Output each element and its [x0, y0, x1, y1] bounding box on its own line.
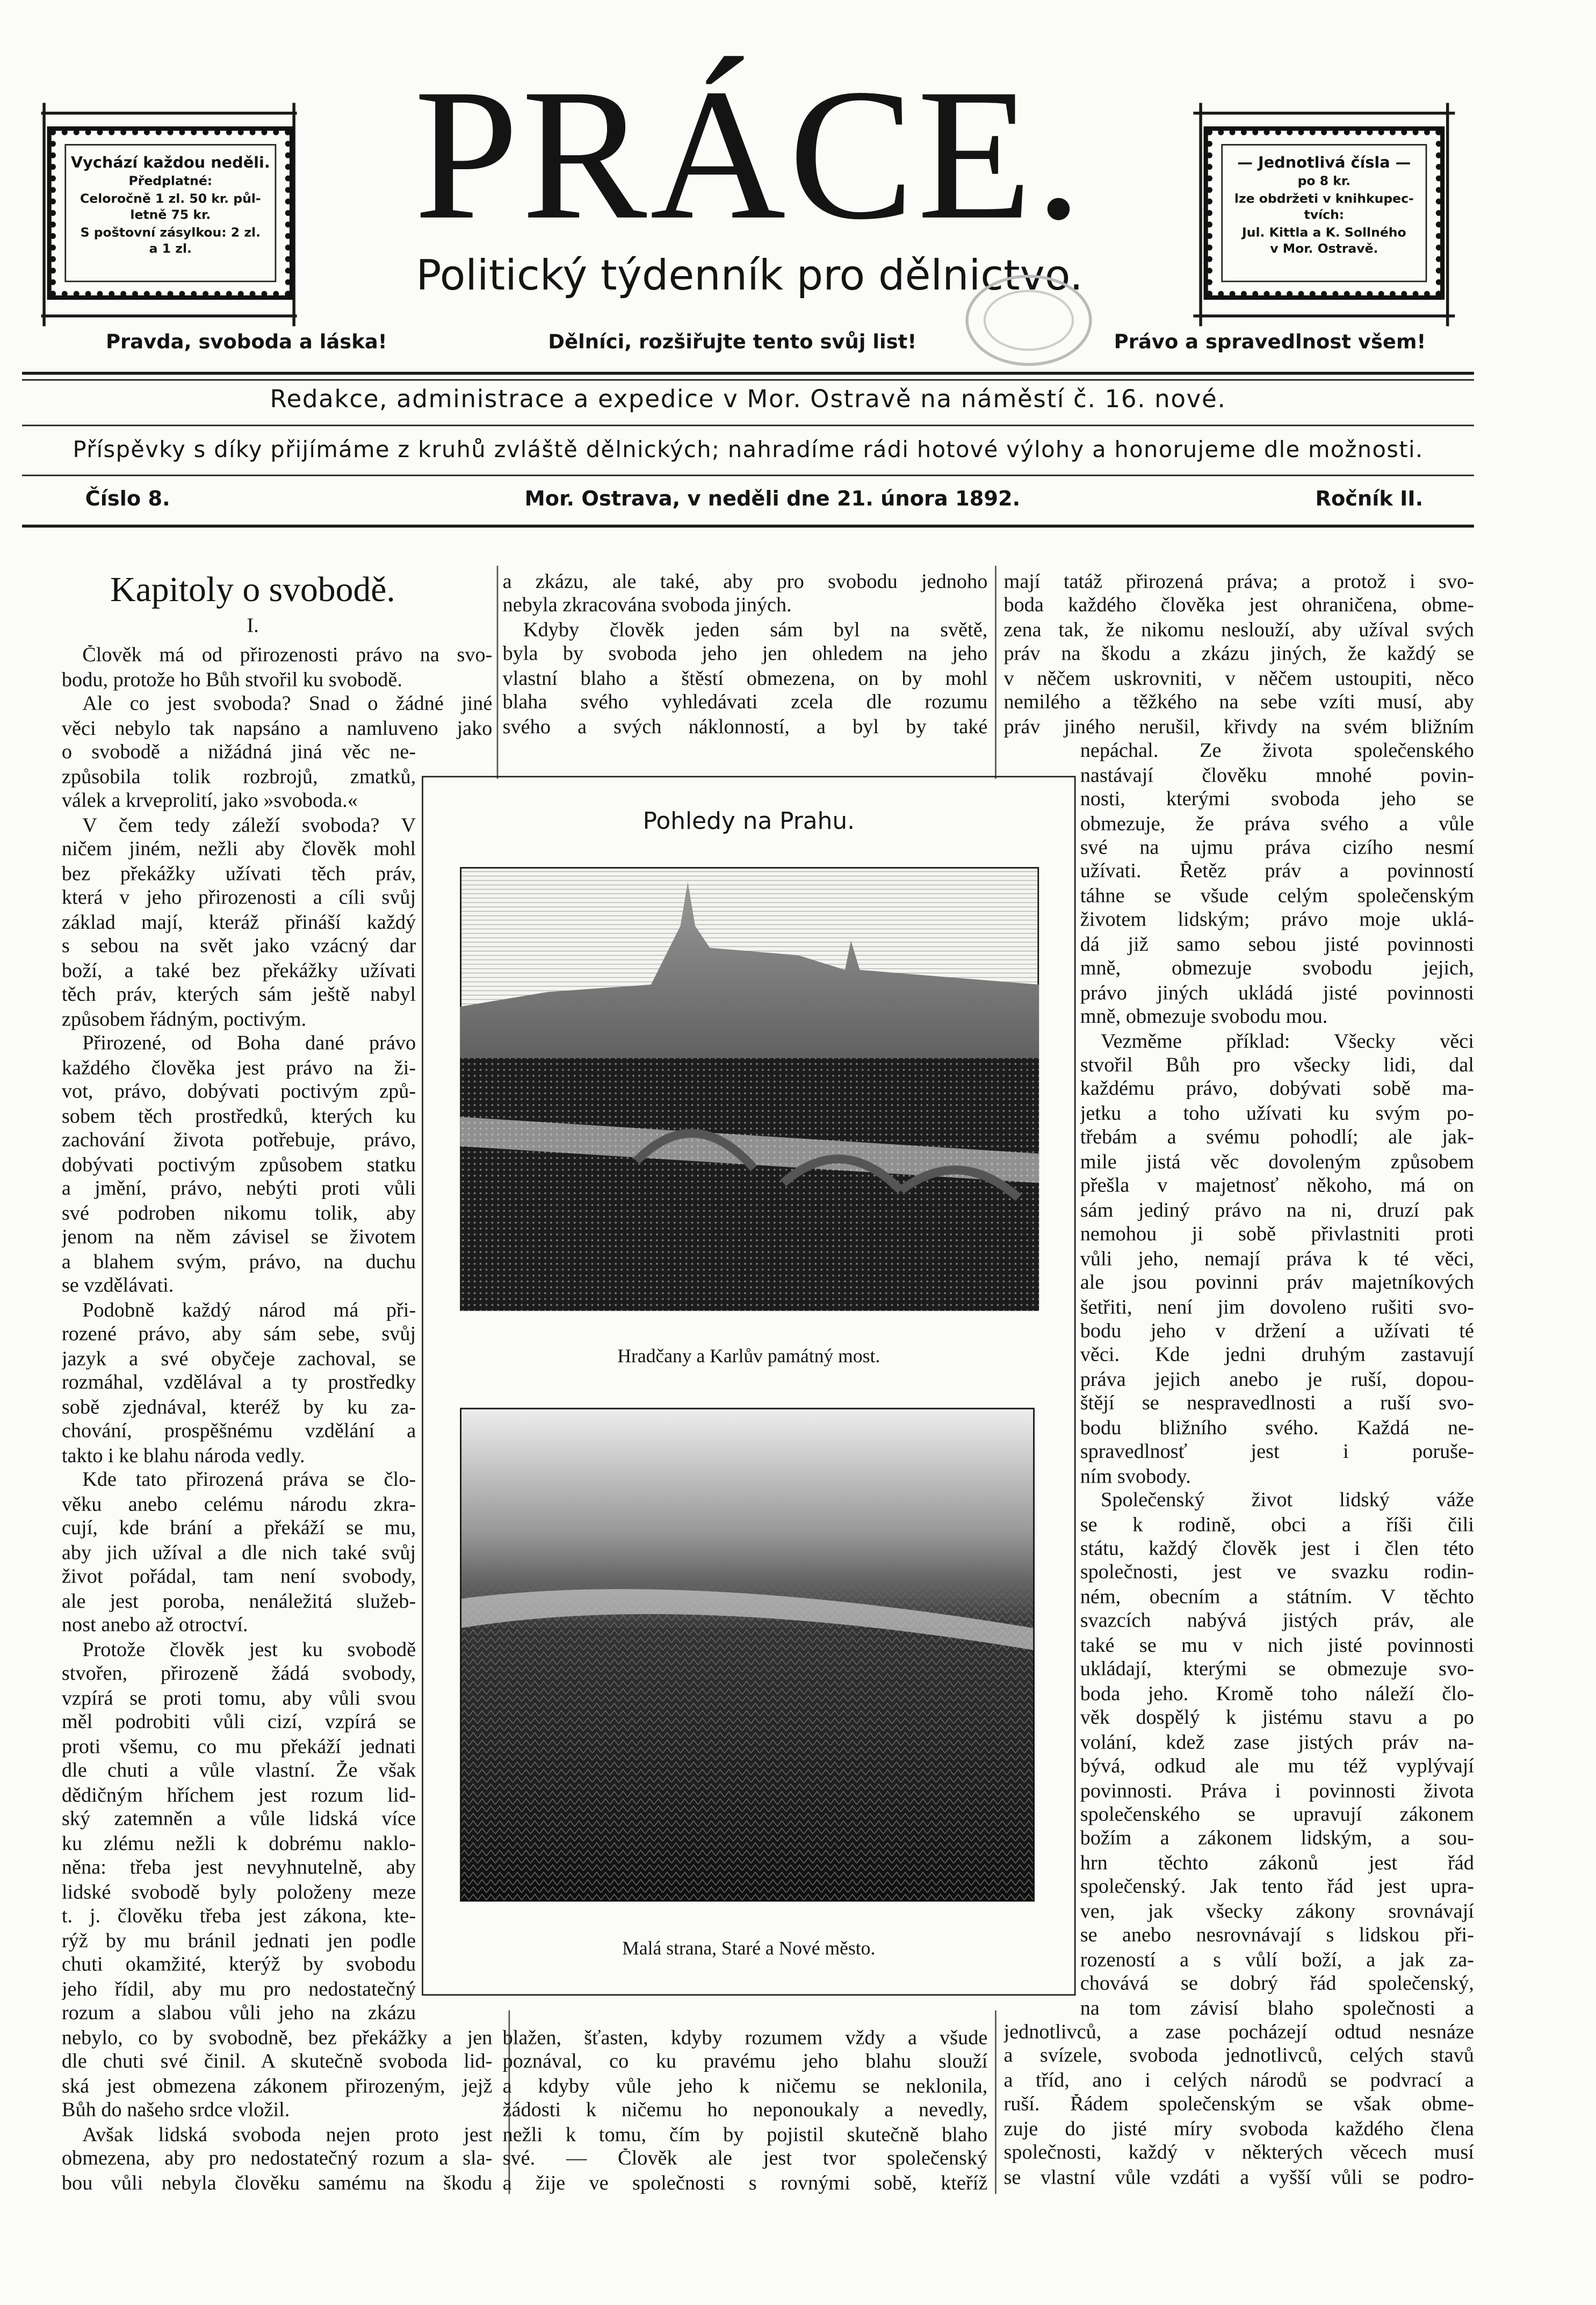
article-text-line: svého a svých náklonností, a byl by také — [502, 717, 988, 739]
image-hradcany-charles-bridge — [460, 867, 1039, 1311]
article-text-line: štějí se nespravedlnosti a ruší svo- — [1080, 1393, 1474, 1416]
divider — [41, 112, 297, 114]
divider — [22, 379, 1474, 381]
article-text-line: jazyk a své obyčeje zachoval, se — [61, 1348, 416, 1371]
divider — [1446, 103, 1448, 326]
article-text-line: přešla v majetnosť někoho, má on — [1080, 1176, 1474, 1198]
article-text-line: své na ujmu práva cizího nesmí — [1080, 837, 1474, 860]
subscription-box — [50, 129, 291, 297]
article-text-line: bou vůli nebyla člověku samému na škodu — [61, 2172, 493, 2195]
article-text-line: užívati. Řetěz práv a povinností — [1080, 862, 1474, 884]
box-text-line: a 1 zl. — [149, 242, 192, 257]
article-text-line: nepáchal. Ze života společenského — [1080, 741, 1474, 763]
article-text-line: poznával, co ku pravému jeho blahu slouží — [502, 2052, 988, 2075]
article-chapter: I. — [247, 616, 259, 638]
article-text-line: jetku a toho užívati ku svým po- — [1080, 1103, 1474, 1126]
article-text-line: se k rodině, obci a říši čili — [1080, 1514, 1474, 1537]
article-text-line: ale jsou povinni práv majetníkových — [1080, 1273, 1474, 1295]
article-text-line: ale jest poroba, nenáležitá služeb- — [61, 1591, 416, 1613]
imprint-line: Redakce, administrace a expedice v Mor. Ostravě na náměstí č. 16. nové. — [270, 385, 1226, 413]
article-text-line: státu, každý člověk jest i člen této — [1080, 1538, 1474, 1561]
article-text-line: zuje do jisté míry svoboda každého člena — [1003, 2119, 1474, 2141]
article-text-line: bez překážky užívati těch práv, — [61, 863, 416, 886]
figure-caption: Malá strana, Staré a Nové město. — [622, 1937, 876, 1959]
article-text-line: sám jediný právo na ni, druzí pak — [1080, 1200, 1474, 1223]
article-text-line: a žije ve společnosti s rovnými sobě, kteříž — [502, 2173, 988, 2195]
article-text-line: chovává se dobrý řád společenský, — [1080, 1974, 1474, 1996]
article-text-line: Ale co jest svoboda? Snad o žádné jiné — [82, 693, 493, 716]
article-text-line: nost anebo až otroctví. — [61, 1615, 248, 1637]
article-text-line: rozené právo, aby sám sebe, svůj — [61, 1324, 416, 1346]
article-text-line: nosti, kterými svoboda jeho se — [1080, 789, 1474, 812]
box-text-line: Celoročně 1 zl. 50 kr. půl- — [80, 192, 261, 207]
article-text-line: dobývati poctivým způsobem statku — [61, 1154, 416, 1176]
article-text-line: ská jest obmezena zákonem přirozeným, jejž — [61, 2076, 493, 2098]
article-text-line: V čem tedy záleží svoboda? V — [82, 814, 416, 837]
figure-box — [422, 776, 1075, 1996]
article-text-line: Přirozené, od Boha dané právo — [82, 1033, 416, 1056]
single-issue-box — [1207, 129, 1442, 297]
box-text-line: letně 75 kr. — [130, 208, 211, 223]
box-text-line: v Mor. Ostravě. — [1270, 242, 1378, 257]
box-text-line: Vychází každou neděli. — [70, 154, 270, 172]
article-text-line: obmezena, aby pro nedostatečný rozum a sla- — [61, 2148, 493, 2171]
article-text-line: společenský. Jak tento řád jest upra- — [1080, 1877, 1474, 1899]
article-text-line: nebylo, co by svobodně, bez překážky a jen — [61, 2027, 493, 2049]
article-text-line: třebám a svému pohodlí; ale jak- — [1080, 1128, 1474, 1150]
image-mala-strana-old-new-town — [460, 1408, 1035, 1902]
article-text-line: boda každého člověka jest ohraničena, obme- — [1003, 596, 1474, 618]
article-text-line: stvořil Bůh pro všecky lidi, dal — [1080, 1055, 1474, 1078]
divider — [1199, 103, 1201, 326]
article-text-line: spravedlnosť jest i poruše- — [1080, 1442, 1474, 1464]
article-text-line: nežli k tomu, čím by pojistil skutečně blaho — [502, 2125, 988, 2147]
article-text-line: životem lidským; právo moje uklá- — [1080, 910, 1474, 933]
issue-number: Číslo 8. — [85, 488, 170, 512]
article-text-line: sobě zjednával, kteréž by ku za- — [61, 1397, 416, 1419]
article-text-line: se vzdělávati. — [61, 1275, 174, 1298]
article-text-line: povinnosti. Práva i povinnosti života — [1080, 1780, 1474, 1803]
article-text-line: bodu jeho v držení a užívati té — [1080, 1321, 1474, 1343]
article-text-line: a blahem svým, právo, na duchu — [61, 1251, 416, 1274]
article-text-line: život pořádal, tam není svobody, — [61, 1566, 416, 1589]
article-text-line: způsobila tolik rozbrojů, zmatků, — [61, 766, 416, 789]
divider — [42, 103, 45, 326]
article-text-line: nemohou ji sobě přivlastniti proti — [1080, 1224, 1474, 1247]
divider — [292, 103, 294, 326]
article-text-line: měl podrobiti vůli cizí, vzpírá se — [61, 1712, 416, 1735]
article-text-line: se anebo nesrovnávají s lidskou při- — [1080, 1925, 1474, 1948]
masthead-title: PRÁCE. — [414, 50, 1085, 259]
article-text-line: práv jiného nerušil, křivdy na svém bližním — [1003, 717, 1474, 739]
article-text-line: svazcích nabývá jistých práv, ale — [1080, 1611, 1474, 1634]
article-text-line: Podobně každý národ má při- — [82, 1299, 416, 1322]
article-text-line: obmezuje, že práva svého a vůle — [1080, 813, 1474, 836]
article-text-line: na tom závisí blaho společnosti a — [1080, 1998, 1474, 2020]
article-text-line: dle chuti a vůle vlastní. Že však — [61, 1760, 416, 1783]
article-text-line: své. — Člověk ale jest tvor společenský — [502, 2149, 988, 2171]
article-text-line: bývá, odkud ale mu též vyplývají — [1080, 1756, 1474, 1779]
article-text-line: byla by svoboda jeho jen ohledem na jeho — [502, 644, 988, 667]
article-text-line: věci nebylo tak napsáno a namluveno jako — [61, 718, 493, 740]
article-text-line: dědičným hříchem jest rozum lid- — [61, 1784, 416, 1807]
article-text-line: a jmění, právo, nebýti proti vůli — [61, 1179, 416, 1201]
article-text-line: mají tatáž přirozená práva; a protož i svo- — [1003, 572, 1474, 594]
article-text-line: o svobodě a nižádná jiná věc ne- — [61, 742, 416, 764]
article-text-line: rýž by mu bránil jednati jen podle — [61, 1930, 416, 1953]
article-text-line: válek a krveprolití, jako »svoboda.« — [61, 790, 358, 813]
article-text-line: společnosti, jest ve svazku rodin- — [1080, 1563, 1474, 1585]
masthead-subtitle: Politický týdenník pro dělnictvo. — [416, 251, 1083, 300]
divider — [22, 475, 1474, 476]
article-text-line: své podroben nikomu tolik, aby — [61, 1203, 416, 1225]
article-text-line: také se mu v nich jisté povinnosti — [1080, 1635, 1474, 1658]
article-text-line: lidské svobodě byly položeny meze — [61, 1882, 416, 1904]
motto-left: Pravda, svoboda a láska! — [105, 330, 387, 355]
article-title: Kapitoly o svobodě. — [110, 572, 395, 610]
article-text-line: vot, právo, dobývati poctivým způ- — [61, 1081, 416, 1104]
article-text-line: práva jejich anebo je ruší, dopou- — [1080, 1369, 1474, 1392]
article-text-line: věci. Kde jedni druhým zastavují — [1080, 1345, 1474, 1368]
article-text-line: a svízele, svoboda jednotlivců, celých stavů — [1003, 2046, 1474, 2069]
box-text-line: po 8 kr. — [1297, 175, 1351, 190]
box-text-line: Jul. Kittla a K. Sollného — [1242, 225, 1406, 241]
article-text-line: bodu bližního svého. Každá ne- — [1080, 1418, 1474, 1440]
article-text-line: vlastní blaho a štěstí obmezena, on by mohl — [502, 668, 988, 691]
divider — [1193, 112, 1455, 114]
article-text-line: něna: třeba jest nevyhnutelně, aby — [61, 1857, 416, 1880]
article-text-line: boží, a také bez překážky užívati — [61, 960, 416, 982]
article-text-line: dá již samo sebou jisté povinnosti — [1080, 934, 1474, 957]
article-text-line: t. j. člověku třeba jest zákona, kte- — [61, 1906, 416, 1928]
article-text-line: a zkázu, ale také, aby pro svobodu jednoho — [502, 572, 988, 594]
article-text-line: věku anebo celému národu zkra- — [61, 1493, 416, 1516]
column-divider — [497, 566, 499, 779]
article-text-line: jenom na něm závisel se životem — [61, 1227, 416, 1249]
article-text-line: šetřiti, není jim dovoleno rušiti svo- — [1080, 1297, 1474, 1319]
box-text-line: lze obdržeti v knihkupec- — [1234, 192, 1414, 207]
divider — [1193, 314, 1455, 316]
article-text-line: těch práv, kterých sám ještě nabyl — [61, 984, 416, 1007]
divider — [22, 372, 1474, 374]
article-text-line: Člověk má od přirozenosti právo na svo- — [82, 645, 493, 668]
issue-place-date: Mor. Ostrava, v neděli dne 21. února 1892. — [524, 488, 1021, 512]
article-text-line: Bůh do našeho srdce vložil. — [61, 2100, 290, 2122]
column-divider — [995, 566, 996, 779]
article-text-line: blaha svého vyhledávati zcela dle rozumu — [502, 692, 988, 715]
article-text-line: ruší. Řádem společenským se však obme- — [1003, 2094, 1474, 2117]
article-text-line: božím a zákonem lidským, a sou- — [1080, 1829, 1474, 1851]
article-text-line: takto i ke blahu národa vedly. — [61, 1445, 305, 1468]
box-text-line: tvích: — [1304, 208, 1345, 223]
article-text-line: boda jeho. Kromě toho náleží člo- — [1080, 1683, 1474, 1706]
article-text-line: Společenský život lidský váže — [1101, 1490, 1474, 1513]
article-text-line: ničem jiném, nežli aby člověk mohl — [61, 839, 416, 862]
figure-caption: Hradčany a Karlův památný most. — [617, 1345, 880, 1367]
article-text-line: mile jistá věc dovoleným způsobem — [1080, 1152, 1474, 1174]
article-text-line: právo jiných ukládá jisté povinnosti — [1080, 982, 1474, 1005]
article-text-line: společenského se upravují zákonem — [1080, 1804, 1474, 1827]
motto-right: Právo a spravedlnost všem! — [1114, 330, 1426, 355]
article-text-line: Vezměme příklad: Všecky věci — [1101, 1031, 1474, 1053]
divider — [22, 525, 1474, 527]
article-text-line: táhne se všude celým společenským — [1080, 886, 1474, 908]
article-text-line: rozum a slabou vůli jeho na zkázu — [61, 2003, 416, 2025]
article-text-line: mně, obmezuje svobodu mou. — [1080, 1007, 1328, 1029]
single-issue-text — [1221, 144, 1427, 282]
article-text-line: a tříd, ano i celých národů se podvrací a — [1003, 2070, 1474, 2093]
box-text-line: S poštovní zásylkou: 2 zl. — [80, 225, 261, 241]
figure-heading: Pohledy na Prahu. — [642, 806, 855, 835]
box-text-line: Předplatné: — [128, 175, 213, 190]
column-divider — [995, 2010, 996, 2194]
box-text-line: — Jednotlivá čísla — — [1237, 154, 1411, 172]
article-text-line: cují, kde brání a překáží se mu, — [61, 1518, 416, 1541]
subscription-text — [64, 144, 276, 282]
article-text-line: která v jeho přirozenosti a cíli svůj — [61, 887, 416, 910]
article-text-line: každého člověka jest právo na ži- — [61, 1057, 416, 1080]
article-text-line: vůli jeho, nemají práva k té věci, — [1080, 1248, 1474, 1271]
article-text-line: práv na škodu a zkázu jiných, že každý se — [1003, 644, 1474, 667]
contributions-line: Příspěvky s díky přijímáme z kruhů zvláště dělnických; nahradíme rádi hotové výlohy a honorujeme dle možnosti. — [73, 436, 1424, 463]
article-text-line: hrn těchto zákonů jest řád — [1080, 1853, 1474, 1875]
article-text-line: Avšak lidská svoboda nejen proto jest — [82, 2124, 493, 2147]
library-stamp — [955, 264, 1102, 374]
motto-center: Dělníci, rozšiřujte tento svůj list! — [548, 330, 917, 355]
article-text-line: rozeností a s vůlí boží, a jak za- — [1080, 1949, 1474, 1972]
article-text-line: každému právo, dobývati sobě ma- — [1080, 1079, 1474, 1102]
article-text-line: nebyla zkracována svoboda jiných. — [502, 596, 792, 618]
article-text-line: se vlastní vůle vzdáti a vyšší vůli se podro- — [1003, 2167, 1474, 2190]
article-text-line: způsobem řádným, poctivým. — [61, 1009, 307, 1031]
article-text-line: stvořen, přirozeně žádá svobody, — [61, 1663, 416, 1686]
article-text-line: zena tak, že nikomu neslouží, aby užíval svých — [1003, 620, 1474, 642]
article-text-line: ven, jak všecky zákony srovnávají — [1080, 1901, 1474, 1924]
article-text-line: mně, obmezuje svobodu jejich, — [1080, 958, 1474, 981]
article-text-line: ku zlému nežli k dobrému naklo- — [61, 1833, 416, 1855]
article-text-line: základ mají, kteráž přináší každý — [61, 912, 416, 934]
article-text-line: ukládají, kterými se obmezuje svo- — [1080, 1659, 1474, 1682]
article-text-line: Kdyby člověk jeden sám byl na světě, — [523, 620, 988, 642]
article-text-line: Kde tato přirozená práva se člo- — [82, 1469, 416, 1492]
article-text-line: věk dospělý k jistému stavu a po — [1080, 1708, 1474, 1730]
article-text-line: Protože člověk jest ku svobodě — [82, 1639, 416, 1661]
article-text-line: a kdyby vůle jeho k ničemu se neklonila, — [502, 2076, 988, 2099]
article-text-line: proti všemu, co mu překáží jednati — [61, 1736, 416, 1759]
article-text-line: volání, kdež zase jistých práv na- — [1080, 1732, 1474, 1754]
article-text-line: společnosti, každý v některých věcech musí — [1003, 2143, 1474, 2165]
article-text-line: s sebou na svět jako vzácný dar — [61, 936, 416, 958]
article-text-line: blažen, šťasten, kdyby rozumem vždy a všude — [502, 2028, 988, 2050]
article-text-line: zachování života potřebuje, právo, — [61, 1130, 416, 1152]
article-text-line: bodu, protože ho Bůh stvořil ku svobodě. — [61, 669, 402, 692]
article-text-line: vzpírá se proti tomu, aby vůli svou — [61, 1687, 416, 1710]
article-text-line: rozmáhal, vzdělával a ty prostředky — [61, 1372, 416, 1395]
divider — [22, 425, 1474, 427]
article-text-line: ném, obecním a státním. V těchto — [1080, 1587, 1474, 1609]
article-text-line: dle chuti své činil. A skutečně svoboda lid- — [61, 2051, 493, 2074]
article-text-line: chuti okamžité, kterýž by svobodu — [61, 1954, 416, 1977]
article-text-line: jednotlivců, a zase pocházejí odtud nesnáze — [1003, 2022, 1474, 2044]
divider — [41, 314, 297, 316]
issue-volume: Ročník II. — [1315, 488, 1424, 512]
article-text-line: nastávají člověku mnohé povin- — [1080, 765, 1474, 787]
article-text-line: jeho řídil, aby mu pro nedostatečný — [61, 1978, 416, 2001]
article-text-line: ním svobody. — [1080, 1466, 1191, 1489]
article-text-line: chování, prospěšnému vzdělání a — [61, 1421, 416, 1443]
article-text-line: sobem těch prostředků, kterých ku — [61, 1105, 416, 1128]
article-text-line: aby jich užíval a dle nich také svůj — [61, 1542, 416, 1565]
article-text-line: v něčem uskrovniti, v něčem ustoupiti, něco — [1003, 668, 1474, 691]
article-text-line: žádosti k ničemu ho neponoukaly a nevedly, — [502, 2100, 988, 2123]
article-text-line: nemilého a těžkého na sebe vzíti musí, aby — [1003, 692, 1474, 715]
article-text-line: ský zatemněn a vůle lidská více — [61, 1809, 416, 1831]
